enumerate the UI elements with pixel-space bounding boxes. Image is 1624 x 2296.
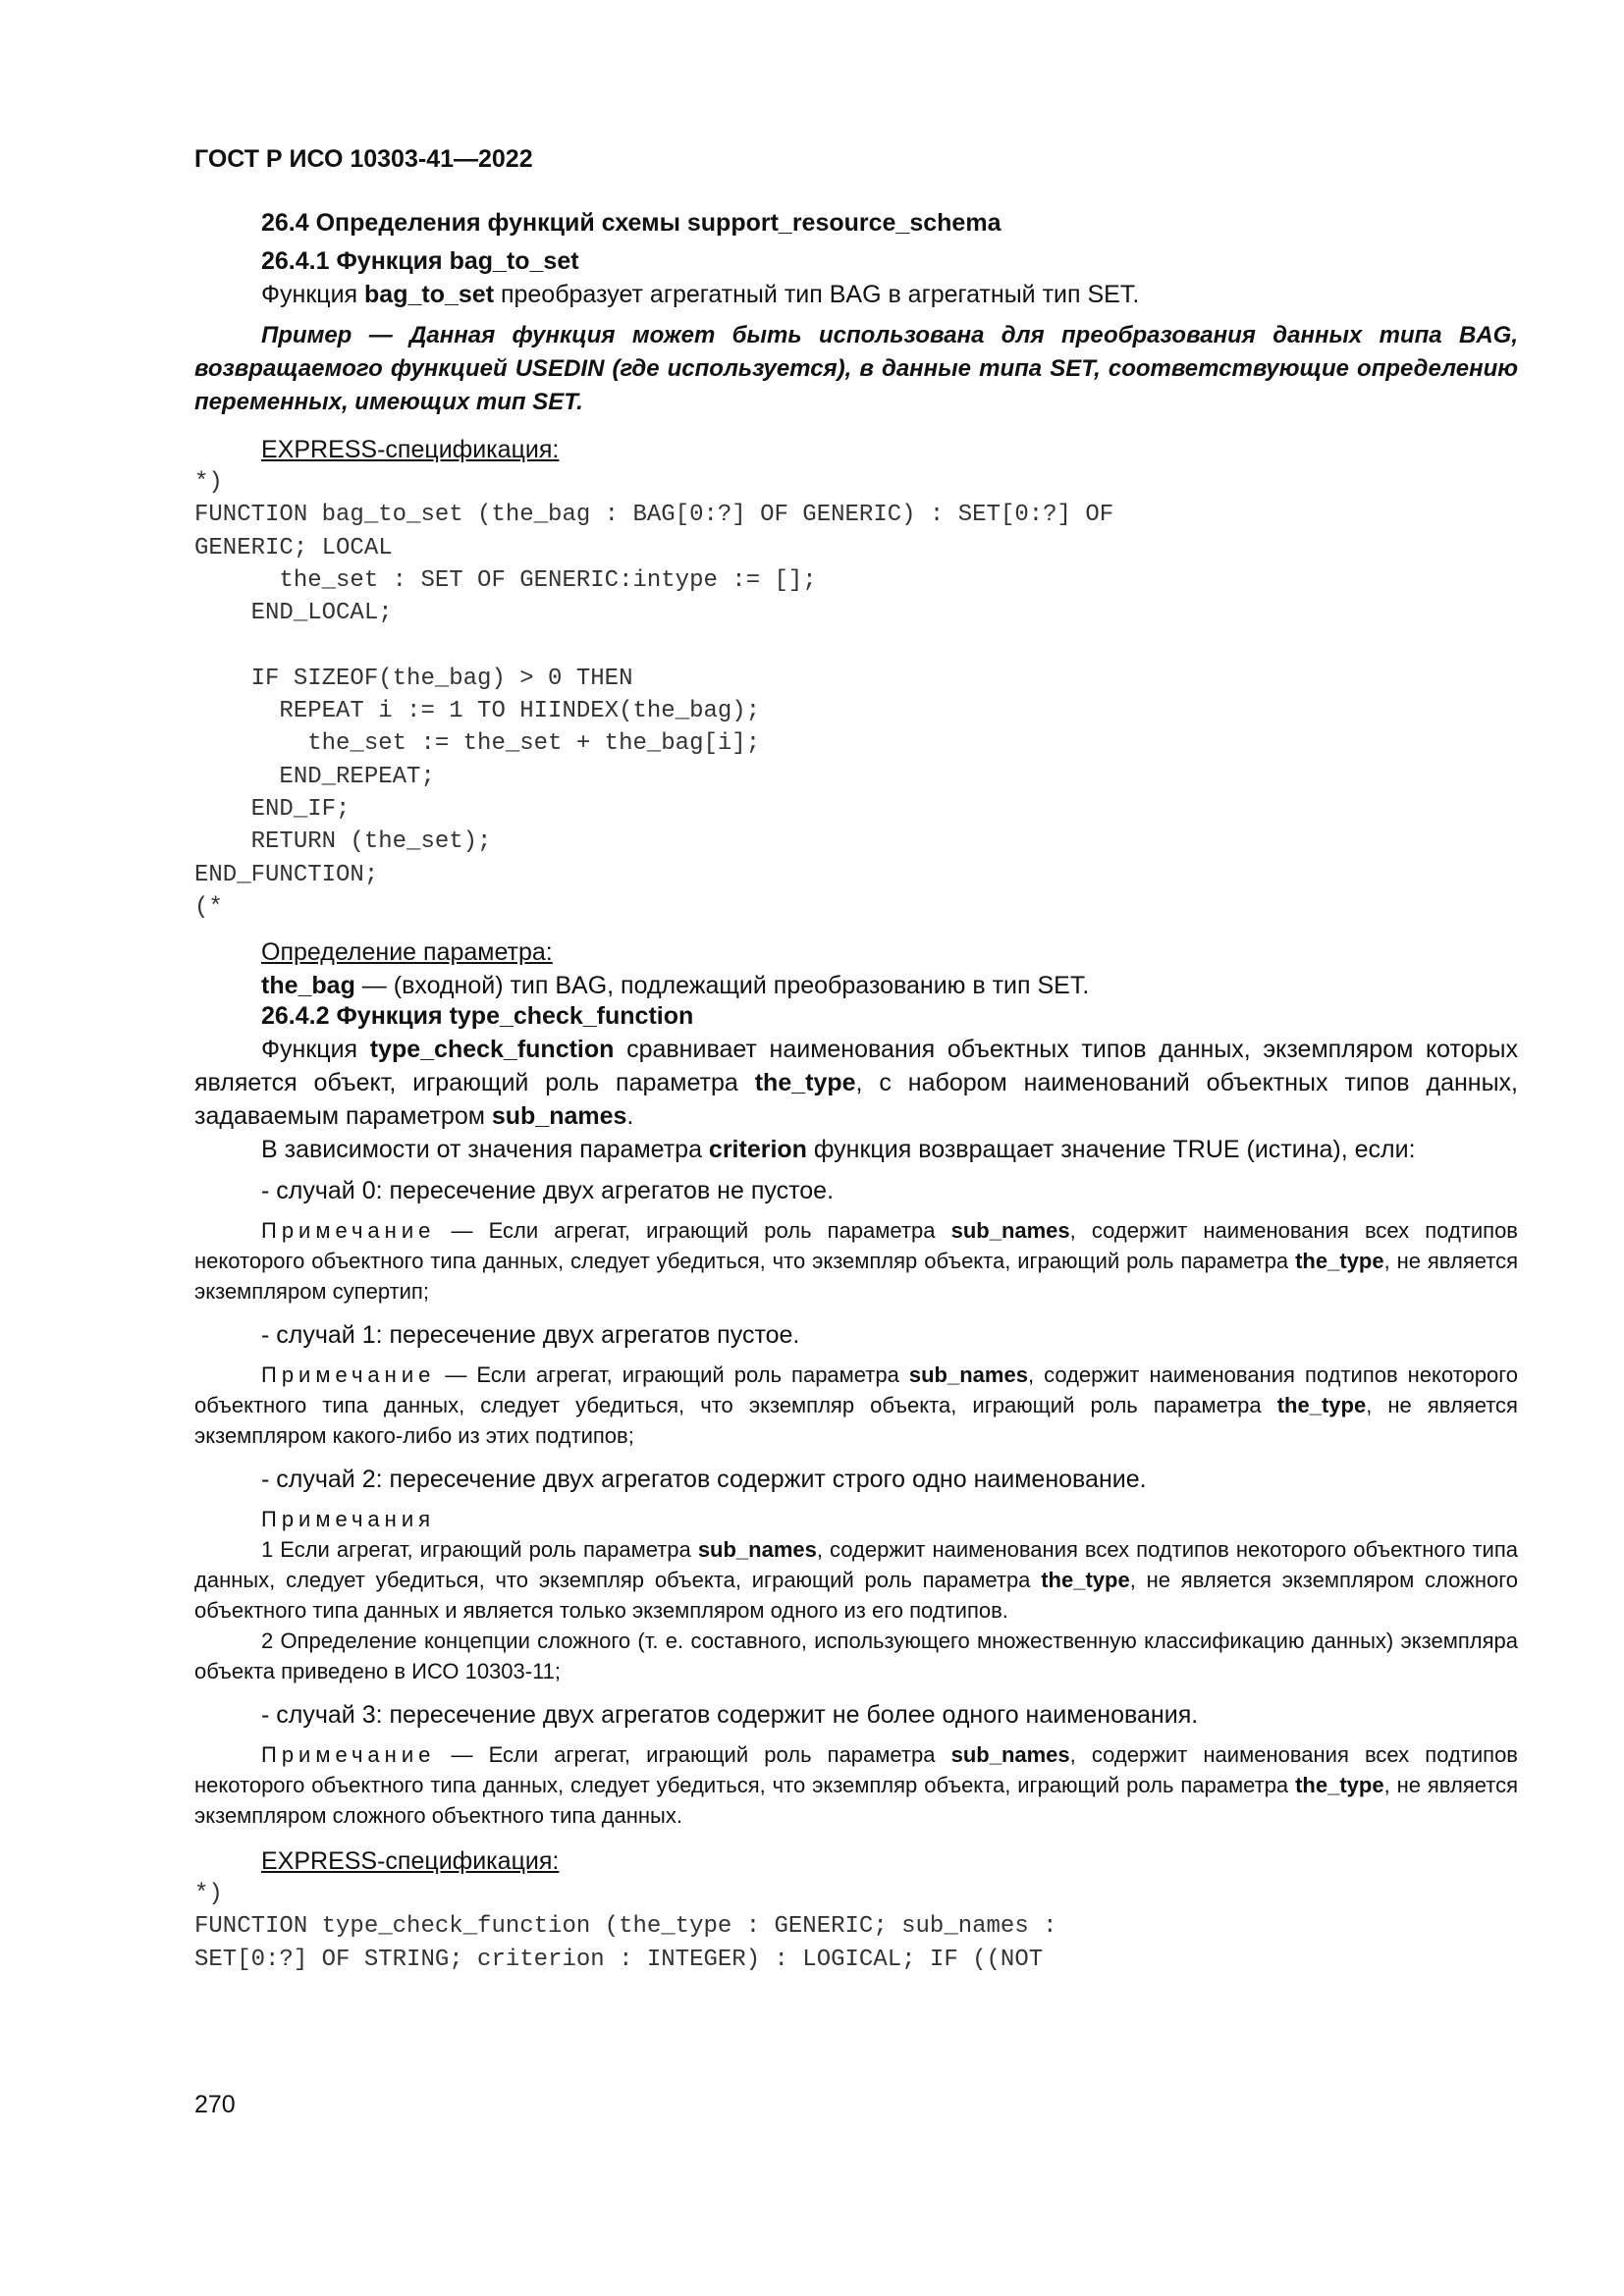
case-2: - случай 2: пересечение двух агрегатов содержит строго одно наименование. <box>261 1466 1147 1494</box>
param-definition-label: Определение параметра: <box>261 938 553 967</box>
express-spec-label-2: EXPRESS-спецификация: <box>261 1847 560 1876</box>
case-1: - случай 1: пересечение двух агрегатов пустое. <box>261 1321 800 1350</box>
type-check-description: Функция type_check_function сравнивает наименования объектных типов данных, экземпляром которых является объект, играющий роль параметра the_type, с набором наименований объектных типов данных, задаваемым параметром sub_names. <box>194 1036 1518 1131</box>
document-header: ГОСТ Р ИСО 10303-41—2022 <box>194 145 533 173</box>
criterion-description: В зависимости от значения параметра criterion функция возвращает значение TRUE (истина), если: <box>261 1136 1416 1164</box>
notes-case-2-label: Примечания <box>261 1507 436 1532</box>
subsection-title-type-check: 26.4.2 Функция type_check_function <box>261 1002 694 1031</box>
note-case-2-item-2: 2 Определение концепции сложного (т. е. составного, использующего множественную классификацию данных) экземпляра объекта приведено в ИСО 10303-11; <box>194 1629 1518 1684</box>
param-definition: the_bag — (входной) тип BAG, подлежащий преобразованию в тип SET. <box>261 972 1090 1000</box>
note-case-0: Примечание — Если агрегат, играющий роль параметра sub_names, содержит наименования всех подтипов некоторого объектного типа данных, следует убедиться, что экземпляр объекта, играющий роль параметра the_type, не является экземпляром супертип; <box>194 1218 1518 1305</box>
note-case-2-item-1: 1 Если агрегат, играющий роль параметра sub_names, содержит наименования всех подтипов некоторого объектного типа данных, следует убедиться, что экземпляр объекта, играющий роль параметра the_type, не является экземпляром сложного объектного типа данных и является только экземпляром одного из его подтипов. <box>194 1537 1519 1624</box>
example-text: Пример — Данная функция может быть использована для преобразования данных типа BAG, возвращаемого функцией USEDIN (где используется), в данные типа SET, соответствующие определению переменных, имеющих тип SET. <box>194 322 1518 415</box>
page-number: 270 <box>194 2091 236 2118</box>
note-case-1: Примечание — Если агрегат, играющий роль параметра sub_names, содержит наименования подтипов некоторого объектного типа данных, следует убедиться, что экземпляр объекта, играющий роль параметра the_type, не является экземпляром какого-либо из этих подтипов; <box>194 1362 1518 1449</box>
section-title: 26.4 Определения функций схемы support_resource_schema <box>261 209 1001 237</box>
case-3: - случай 3: пересечение двух агрегатов содержит не более одного наименования. <box>261 1701 1199 1730</box>
case-0: - случай 0: пересечение двух агрегатов не пустое. <box>261 1177 835 1205</box>
page-content <box>194 145 1518 1976</box>
code-block-bag-to-set: *) FUNCTION bag_to_set (the_bag : BAG[0:?] OF GENERIC) : SET[0:?] OF GENERIC; LOCAL the_set : SET OF GENERIC:intype := []; END_LOCAL; IF SIZEOF(the_bag) > 0 THEN REPEAT i := 1 TO HIINDEX(the_bag); the_set := the_set + the_bag[i]; END_REPEAT; END_IF; RETURN (the_set); END_FUNCTION; (* <box>194 469 1114 921</box>
subsection-title-bag-to-set: 26.4.1 Функция bag_to_set <box>261 247 579 275</box>
note-case-3: Примечание — Если агрегат, играющий роль параметра sub_names, содержит наименования всех подтипов некоторого объектного типа данных, следует убедиться, что экземпляр объекта, играющий роль параметра the_type, не является экземпляром сложного объектного типа данных. <box>194 1742 1518 1829</box>
code-block-type-check: *) FUNCTION type_check_function (the_type : GENERIC; sub_names : SET[0:?] OF STRING; criterion : INTEGER) : LOGICAL; IF ((NOT <box>194 1881 1057 1973</box>
bag-to-set-description: Функция bag_to_set преобразует агрегатный тип BAG в агрегатный тип SET. <box>261 281 1140 308</box>
express-spec-label: EXPRESS-спецификация: <box>261 436 560 463</box>
